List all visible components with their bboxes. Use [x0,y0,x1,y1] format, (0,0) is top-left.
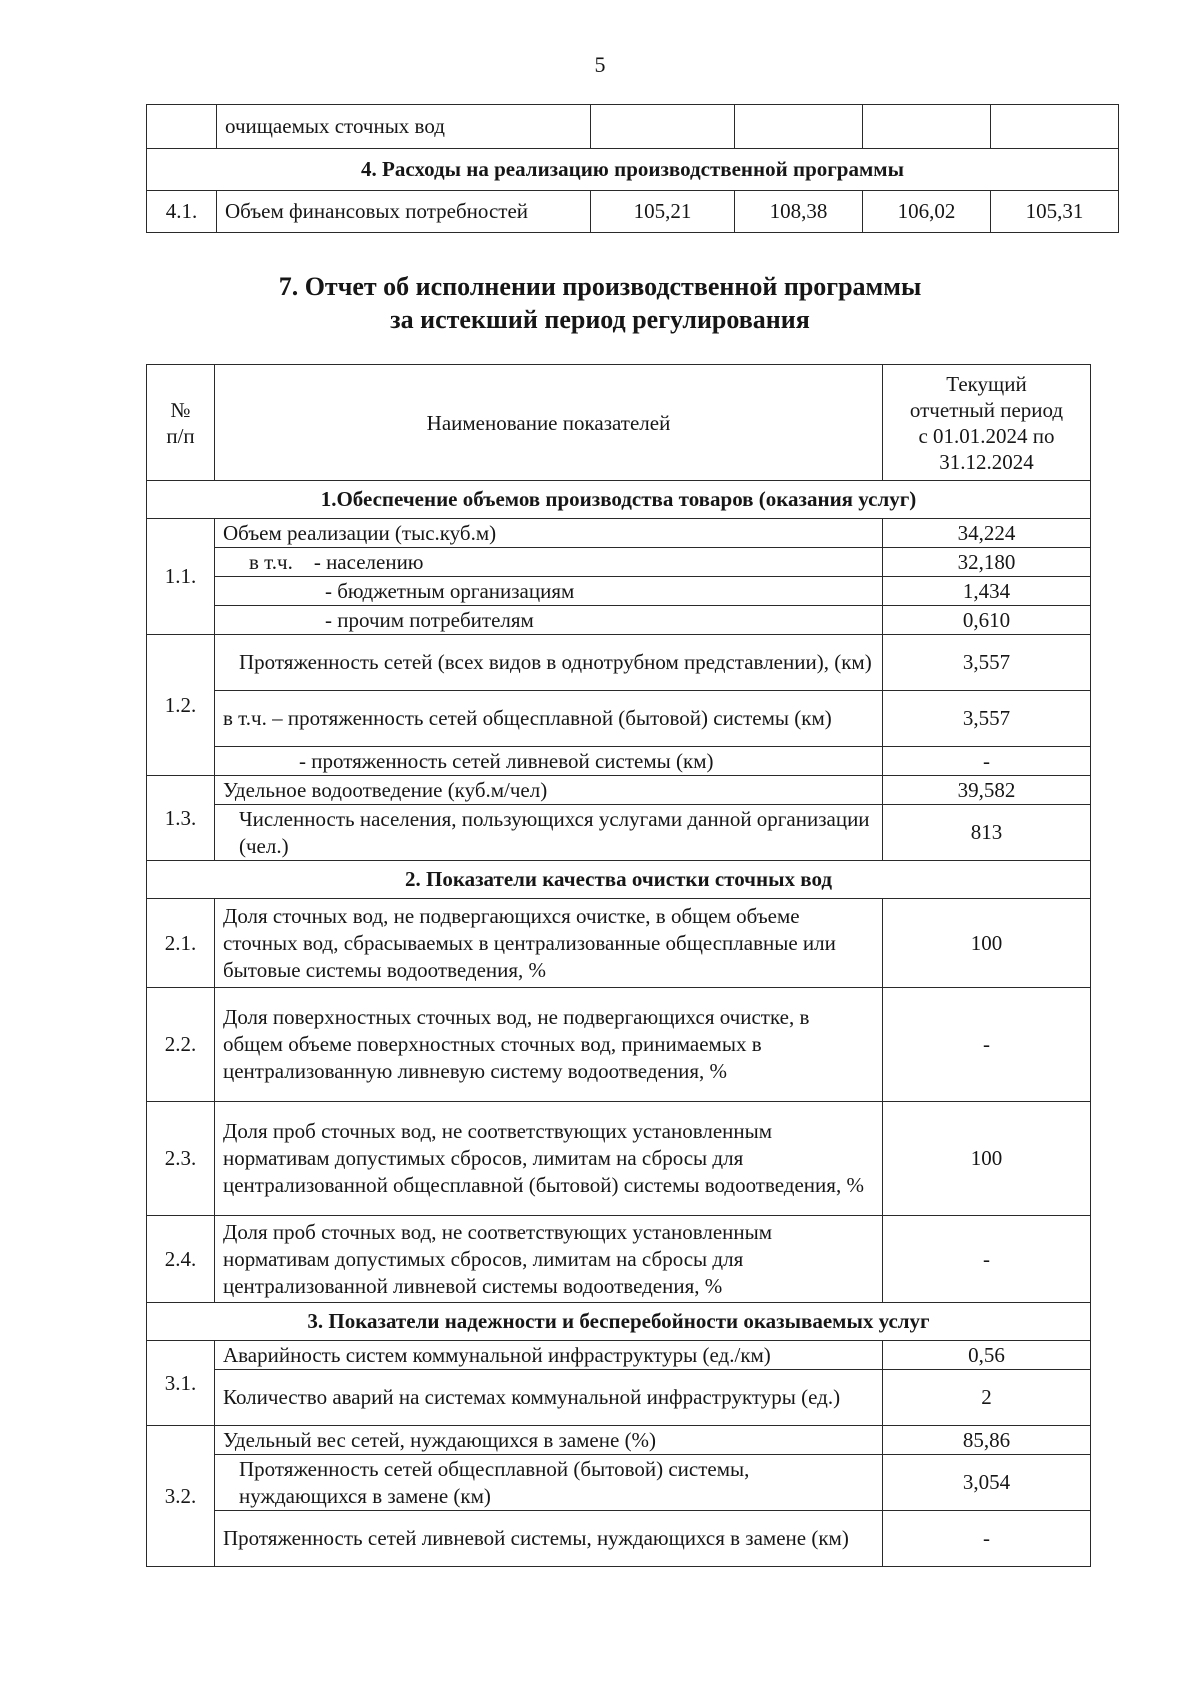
value-cell: - [883,988,1091,1102]
table-row [147,1216,1091,1303]
table-row [147,1511,1091,1567]
cell-empty [147,105,217,149]
table-header [147,365,1091,481]
value-cell: 3,557 [883,635,1091,691]
value-cell: - [883,1216,1091,1303]
table-row [147,191,1119,233]
header-period [883,365,1091,481]
table-row [147,1455,1091,1511]
row-name: Протяженность сетей общесплавной (бытовой) системы, нуждающихся в замене (км) [215,1455,883,1511]
table-row [147,988,1091,1102]
value-cell: 2 [883,1370,1091,1426]
table-row [147,519,1091,548]
value-cell: 105,31 [991,191,1119,233]
row-name: в т.ч. – протяженность сетей общесплавной (бытовой) системы (км) [215,691,883,747]
value-cell: 108,38 [735,191,863,233]
cell-empty [991,105,1119,149]
header-number [147,365,215,481]
row-number: 1.2. [147,635,215,776]
table-row [147,635,1091,691]
section-row [147,481,1091,519]
row-number: 2.4. [147,1216,215,1303]
section-title [0,270,1200,336]
header-period-line: отчетный период [909,397,1064,422]
table-row [147,691,1091,747]
row-name: Удельный вес сетей, нуждающихся в замене (%) [215,1426,883,1455]
section-row [147,149,1119,191]
row-name: Количество аварий на системах коммунальной инфраструктуры (ед.) [215,1370,883,1426]
row-name: Протяженность сетей (всех видов в однотрубном представлении), (км) [215,635,883,691]
row-name: Численность населения, пользующихся услугами данной организации (чел.) [215,805,883,861]
row-number: 4.1. [147,191,217,233]
section-heading-3: 3. Показатели надежности и бесперебойности оказываемых услуг [147,1303,1091,1341]
row-name: Объем реализации (тыс.куб.м) [215,519,883,548]
row-name: Протяженность сетей ливневой системы, нуждающихся в замене (км) [215,1511,883,1567]
header-number-line: № [170,397,191,422]
table-row [147,1426,1091,1455]
table-row [147,548,1091,577]
row-name: очищаемых сточных вод [217,105,591,149]
value-cell: - [883,747,1091,776]
value-cell: 813 [883,805,1091,861]
row-name: Объем финансовых потребностей [217,191,591,233]
table-row [147,1102,1091,1216]
value-cell: 3,557 [883,691,1091,747]
table-row [147,577,1091,606]
section-heading-1: 1.Обеспечение объемов производства товаров (оказания услуг) [147,481,1091,519]
row-name: Доля проб сточных вод, не соответствующих установленным нормативам допустимых сбросов, лимитам на сбросы для централизованной общесплавной (бытовой) системы водоотведения, % [215,1102,883,1216]
row-name: Аварийность систем коммунальной инфраструктуры (ед./км) [215,1341,883,1370]
value-cell: 3,054 [883,1455,1091,1511]
table-row [147,1341,1091,1370]
row-name: - протяженность сетей ливневой системы (км) [215,747,883,776]
row-number: 1.3. [147,776,215,861]
value-cell: 106,02 [863,191,991,233]
table-row [147,776,1091,805]
value-cell: 100 [883,899,1091,988]
page-number: 5 [594,52,606,77]
header-number-line: п/п [166,423,195,448]
value-cell: 39,582 [883,776,1091,805]
row-name: Доля поверхностных сточных вод, не подвергающихся очистке, в общем объеме поверхностных сточных вод, принимаемых в централизованную ливневую систему водоотведения, % [215,988,883,1102]
row-name: Удельное водоотведение (куб.м/чел) [215,776,883,805]
header-period-line: Текущий [946,371,1027,396]
section-row [147,861,1091,899]
cell-empty [863,105,991,149]
value-cell: 32,180 [883,548,1091,577]
value-cell: 100 [883,1102,1091,1216]
table-row [147,899,1091,988]
cell-empty [591,105,735,149]
row-number: 2.2. [147,988,215,1102]
table-row [147,105,1119,149]
value-cell: 0,56 [883,1341,1091,1370]
row-number: 1.1. [147,519,215,635]
row-name: Доля сточных вод, не подвергающихся очистке, в общем объеме сточных вод, сбрасываемых в централизованные общесплавные или бытовые системы водоотведения, % [215,899,883,988]
cell-empty [735,105,863,149]
header-period-line: 31.12.2024 [939,449,1034,474]
header-indicator-name: Наименование показателей [215,365,883,481]
value-cell: 0,610 [883,606,1091,635]
row-name: в т.ч. - населению [215,548,883,577]
table-row [147,606,1091,635]
row-number: 3.1. [147,1341,215,1426]
header-period-line: с 01.01.2024 по [918,423,1055,448]
row-number: 2.3. [147,1102,215,1216]
value-cell: 105,21 [591,191,735,233]
program-report-table [146,364,1091,1567]
table-row [147,1370,1091,1426]
table-row [147,747,1091,776]
section-title-line-2: за истекший период регулирования [390,305,810,334]
value-cell: 85,86 [883,1426,1091,1455]
section-row [147,1303,1091,1341]
section-heading-2: 2. Показатели качества очистки сточных вод [147,861,1091,899]
row-name: Доля проб сточных вод, не соответствующих установленным нормативам допустимых сбросов, лимитам на сбросы для централизованной ливневой системы водоотведения, % [215,1216,883,1303]
section-heading-4: 4. Расходы на реализацию производственной программы [147,149,1119,191]
row-number: 2.1. [147,899,215,988]
table-row [147,805,1091,861]
row-name: - бюджетным организациям [215,577,883,606]
section-title-line-1: 7. Отчет об исполнении производственной программы [278,272,922,301]
value-cell: 1,434 [883,577,1091,606]
value-cell: 34,224 [883,519,1091,548]
value-cell: - [883,1511,1091,1567]
financial-needs-table [146,104,1119,233]
row-name: - прочим потребителям [215,606,883,635]
row-number: 3.2. [147,1426,215,1567]
